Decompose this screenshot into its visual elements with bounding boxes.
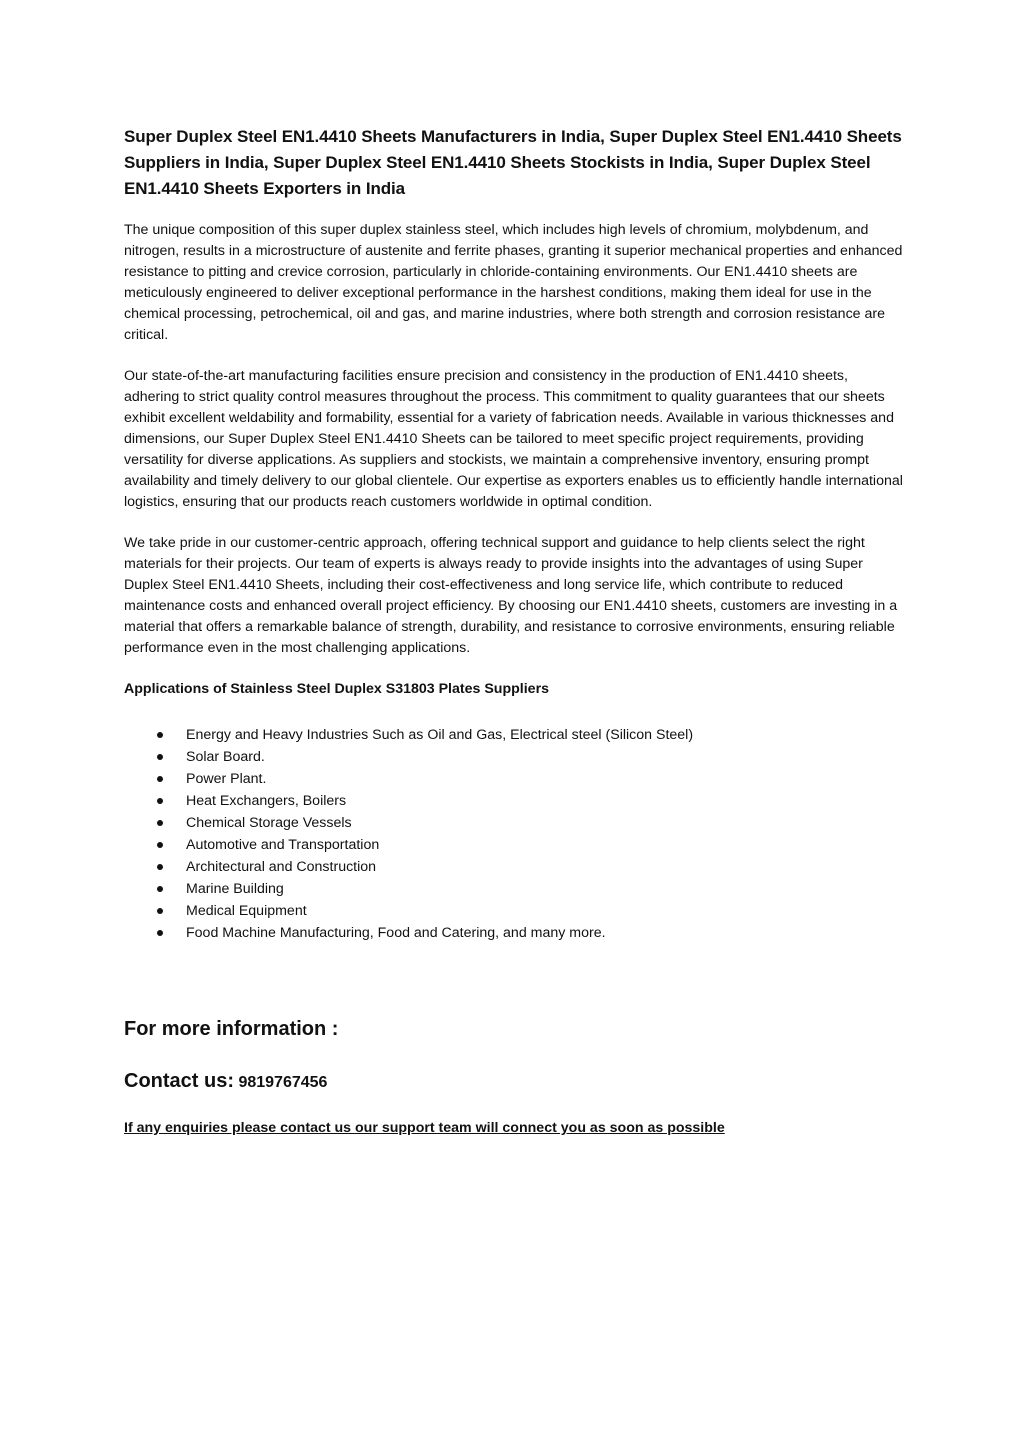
bullet-icon xyxy=(157,908,163,914)
bullet-icon xyxy=(157,776,163,782)
list-item xyxy=(124,768,904,790)
list-item xyxy=(124,834,904,856)
bullet-icon xyxy=(157,732,163,738)
list-item-text: Heat Exchangers, Boilers xyxy=(186,793,347,809)
list-item-text: Food Machine Manufacturing, Food and Catering, and many more. xyxy=(186,925,606,941)
bullet-icon xyxy=(157,930,163,936)
contact-label: Contact us: xyxy=(124,1070,234,1092)
list-item-text: Architectural and Construction xyxy=(186,859,377,875)
list-item-text: Marine Building xyxy=(186,881,284,897)
bullet-icon xyxy=(157,798,163,804)
applications-heading: Applications of Stainless Steel Duplex S31803 Plates Suppliers xyxy=(124,681,549,697)
contact-phone-number[interactable]: 9819767456 xyxy=(238,1074,328,1091)
document-title: Super Duplex Steel EN1.4410 Sheets Manufacturers in India, Super Duplex Steel EN1.4410 Sheets Suppliers in India, Super Duplex Steel EN1.4410 Sheets Stockists in India, Super Duplex Steel EN1.4410 Sheets Exporters in India xyxy=(124,127,902,198)
list-item xyxy=(124,746,904,768)
enquiry-note: If any enquiries please contact us our support team will connect you as soon as possible xyxy=(124,1120,725,1136)
list-item-text: Energy and Heavy Industries Such as Oil and Gas, Electrical steel (Silicon Steel) xyxy=(186,727,694,743)
list-item-text: Chemical Storage Vessels xyxy=(186,815,352,831)
list-item-text: Power Plant. xyxy=(186,771,267,787)
list-item-text: Solar Board. xyxy=(186,749,265,765)
list-item xyxy=(124,922,904,944)
list-item xyxy=(124,856,904,878)
customer-paragraph: We take pride in our customer-centric approach, offering technical support and guidance to help clients select the right materials for their projects. Our team of experts is always ready to provide insights into the advantages of using Super Duplex Steel EN1.4410 Sheets, including their cost-effectiveness and long service life, which contribute to reduced maintenance costs and enhanced overall project efficiency. By choosing our EN1.4410 sheets, customers are investing in a material that offers a remarkable balance of strength, durability, and resistance to corrosive environments, ensuring reliable performance even in the most challenging applications. xyxy=(124,535,898,656)
list-item xyxy=(124,900,904,922)
bullet-icon xyxy=(157,886,163,892)
list-item xyxy=(124,790,904,812)
bullet-icon xyxy=(157,864,163,870)
list-item-text: Medical Equipment xyxy=(186,903,307,919)
list-item xyxy=(124,878,904,900)
applications-list xyxy=(124,724,904,944)
more-info-heading: For more information : xyxy=(124,1018,339,1040)
bullet-icon xyxy=(157,842,163,848)
list-item xyxy=(124,812,904,834)
bullet-icon xyxy=(157,820,163,826)
list-item xyxy=(124,724,904,746)
intro-paragraph: The unique composition of this super duplex stainless steel, which includes high levels of chromium, molybdenum, and nitrogen, results in a microstructure of austenite and ferrite phases, granting it superior mechanical properties and enhanced resistance to pitting and crevice corrosion, particularly in chloride-containing environments. Our EN1.4410 sheets are meticulously engineered to deliver exceptional performance in the harshest conditions, making them ideal for use in the chemical processing, petrochemical, oil and gas, and marine industries, where both strength and corrosion resistance are critical. xyxy=(124,222,903,343)
list-item-text: Automotive and Transportation xyxy=(186,837,380,853)
document-page xyxy=(124,124,904,1139)
contact-line xyxy=(124,1067,904,1097)
bullet-icon xyxy=(157,754,163,760)
manufacturing-paragraph: Our state-of-the-art manufacturing facilities ensure precision and consistency in the production of EN1.4410 sheets, adhering to strict quality control measures throughout the process. This commitment to quality guarantees that our sheets exhibit excellent weldability and formability, essential for a variety of fabrication needs. Available in various thicknesses and dimensions, our Super Duplex Steel EN1.4410 Sheets can be tailored to meet specific project requirements, providing versatility for diverse applications. As suppliers and stockists, we maintain a comprehensive inventory, ensuring prompt availability and timely delivery to our global clientele. Our expertise as exporters enables us to efficiently handle international logistics, ensuring that our products reach customers worldwide in optimal condition. xyxy=(124,368,903,510)
